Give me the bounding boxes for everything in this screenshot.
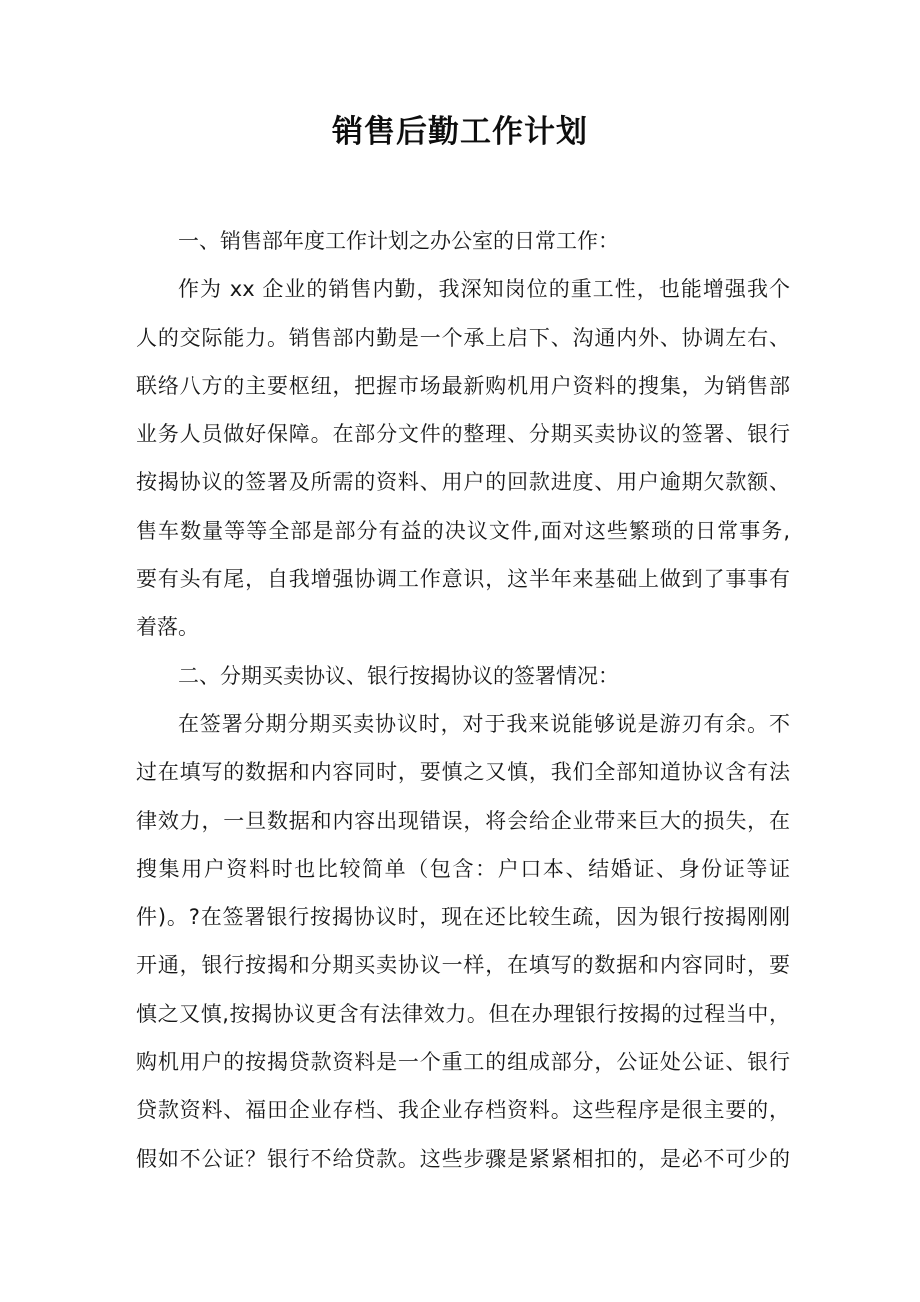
text-line: 一、销售部年度工作计划之办公室的日常工作： (178, 229, 619, 253)
text-line: 作为 xx 企业的销售内勤，我深知岗位的重工性，也能增强我个 (178, 277, 790, 302)
text-line: 售车数量等等全部是部分有益的决议文件,面对这些繁琐的日常事务, (136, 518, 790, 543)
text-line: 慎之又慎,按揭协议更含有法律效力。但在办理银行按揭的过程当中， (136, 1001, 790, 1026)
text-line: 人的交际能力。销售部内勤是一个承上启下、沟通内外、协调左右、 (136, 325, 790, 350)
document-title: 销售后勤工作计划 (332, 114, 588, 150)
text-line: 联络八方的主要枢纽，把握市场最新购机用户资料的搜集，为销售部 (136, 373, 790, 398)
text-line: 着落。 (136, 615, 199, 640)
text-line: 要有头有尾，自我增强协调工作意识，这半年来基础上做到了事事有 (136, 567, 790, 592)
text-line: 在签署分期分期买卖协议时，对于我来说能够说是游刃有余。不 (178, 711, 790, 736)
text-line: 购机用户的按揭贷款资料是一个重工的组成部分，公证处公证、银行 (136, 1050, 790, 1075)
paragraph (136, 652, 790, 700)
text-line: 贷款资料、福田企业存档、我企业存档资料。这些程序是很主要的， (136, 1098, 790, 1123)
text-line: 假如不公证？银行不给贷款。这些步骤是紧紧相扣的，是必不可少的 (136, 1146, 790, 1171)
text-line: 搜集用户资料时也比较简单（包含：户口本、结婚证、身份证等证 (136, 856, 790, 881)
text-line: 按揭协议的签署及所需的资料、用户的回款进度、用户逾期欠款额、 (136, 470, 790, 495)
paragraph (136, 217, 790, 265)
text-line: 律效力，一旦数据和内容出现错误，将会给企业带来巨大的损失，在 (136, 808, 790, 833)
document-body (136, 217, 790, 1183)
text-line: 业务人员做好保障。在部分文件的整理、分期买卖协议的签署、银行 (136, 422, 790, 447)
text-line: 开通，银行按揭和分期买卖协议一样，在填写的数据和内容同时，要 (136, 953, 790, 978)
paragraph (136, 265, 790, 651)
text-line: 过在填写的数据和内容同时，要慎之又慎，我们全部知道协议含有法 (136, 760, 790, 785)
paragraph (136, 700, 790, 1183)
text-line: 件)。?在签署银行按揭协议时，现在还比较生疏，因为银行按揭刚刚 (136, 905, 790, 930)
text-line: 二、分期买卖协议、银行按揭协议的签署情况： (178, 663, 619, 688)
